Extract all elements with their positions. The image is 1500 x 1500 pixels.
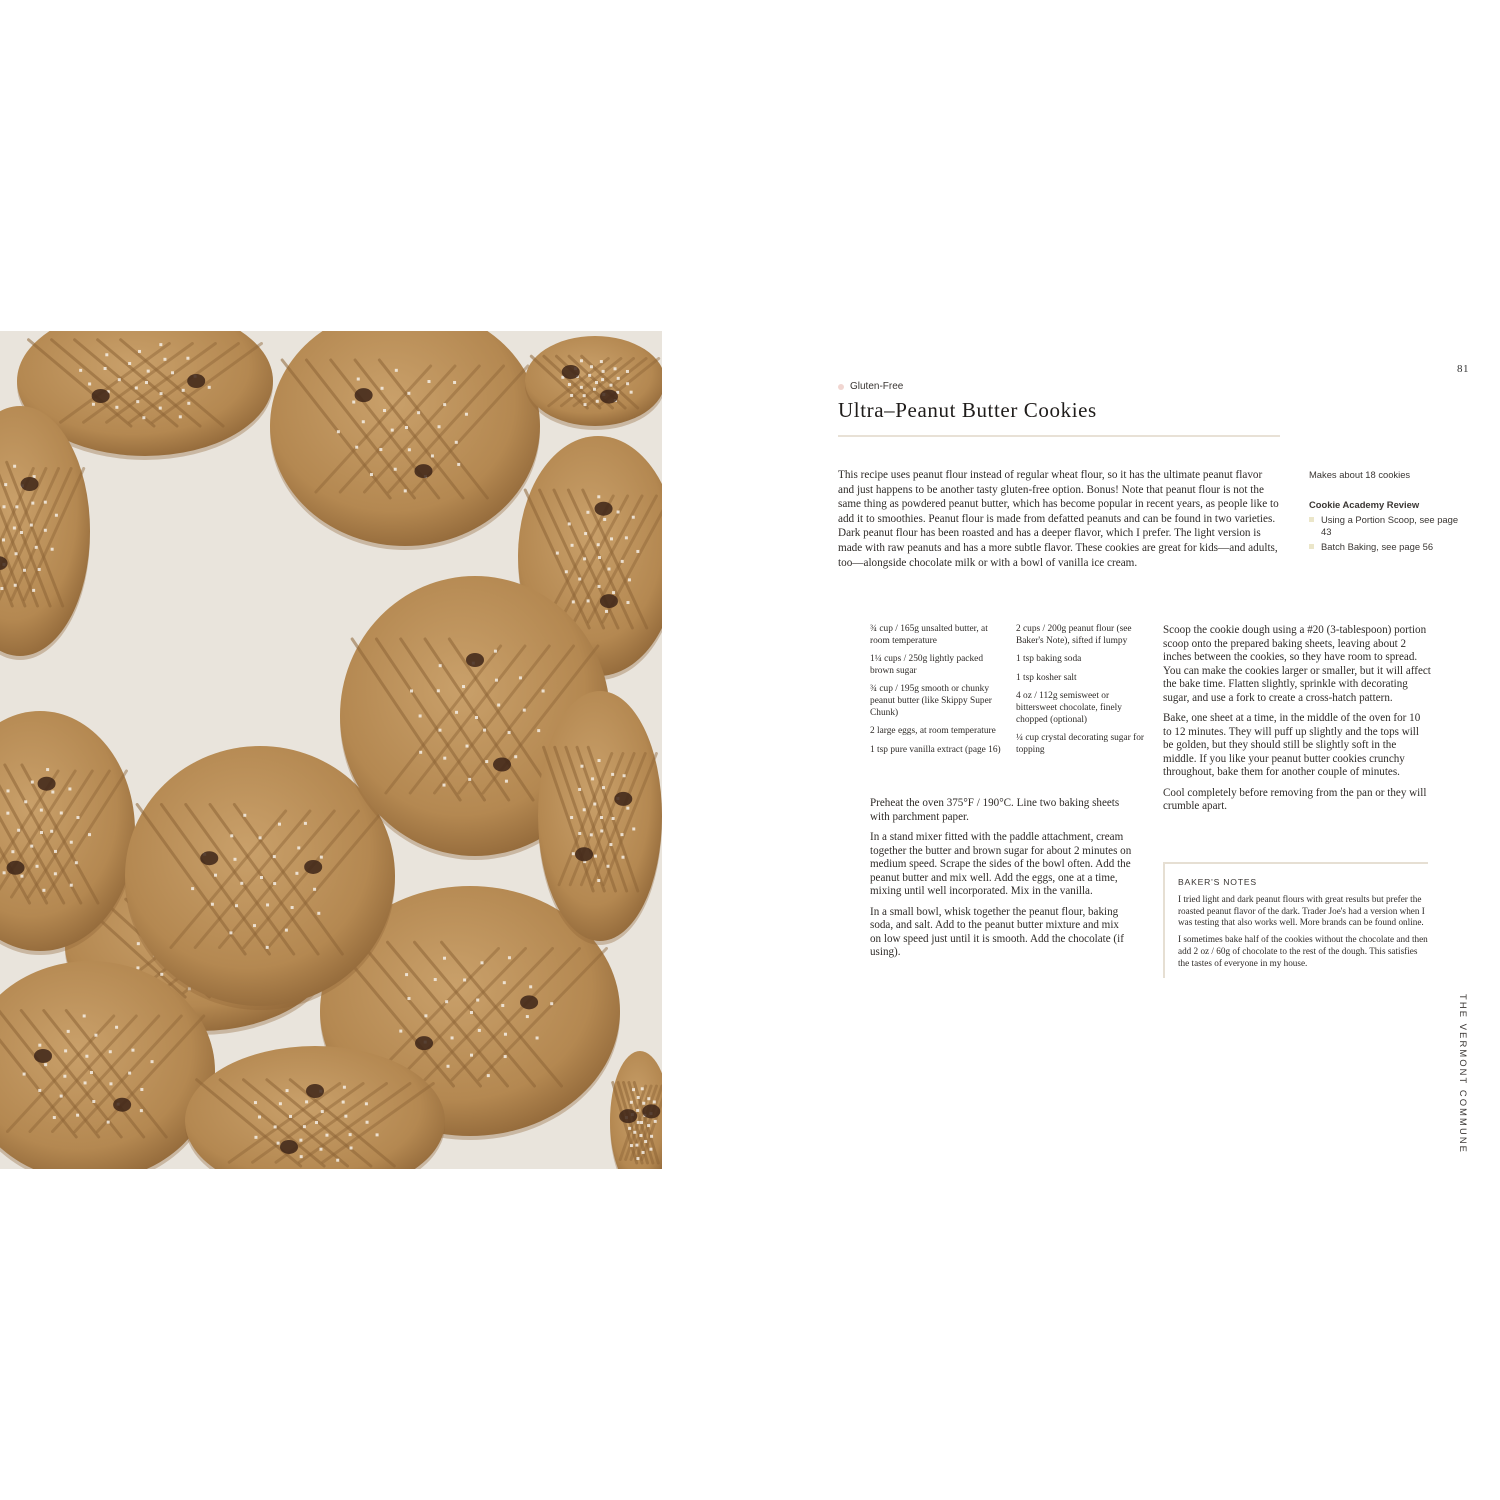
method-step: In a small bowl, whisk together the peanut flour, baking soda, and salt. Add to the peanut butter mixture and mix on low speed just until it is smooth. Add the chocolate (if using). [870, 905, 1124, 958]
recipe-title: Ultra–Peanut Butter Cookies [838, 398, 1097, 422]
ingredients-column-1 [870, 624, 1009, 763]
gluten-free-tag [838, 381, 903, 392]
ingredient: 1 tsp baking soda [1015, 654, 1082, 665]
method-step: Cool completely before removing from the pan or they will crumble apart. [1163, 786, 1427, 812]
method-column-left [870, 797, 1132, 967]
ingredient: 4 oz / 112g semisweet or bittersweet chocolate, finely chopped (optional) [1015, 691, 1122, 725]
method-step: Bake, one sheet at a time, in the middle of the oven for 10 to 12 minutes. They will puff up slightly and the tops will be golden, but they should still be slightly soft in the middle. If you like your peanut butter cookies crunchy throughout, bake them for another couple of minutes. [1163, 712, 1421, 778]
ingredient: ¼ cup crystal decorating sugar for topping [1015, 733, 1145, 755]
peanut-butter-cookies-image [0, 331, 662, 1169]
ingredients-column-2 [1016, 624, 1145, 763]
review-item [1309, 514, 1459, 538]
ingredient: 1 tsp pure vanilla extract (page 16) [870, 744, 1001, 755]
ingredient: 2 large eggs, at room temperature [870, 726, 996, 737]
recipe-sidebar [1309, 468, 1459, 556]
recipe-intro: This recipe uses peanut flour instead of regular wheat flour, so it has the ultimate peanut flavor and just happens to be another tasty gluten-free option. Bonus! Note that peanut flour is not the same thing as powdered peanut butter, which has become popular in recent years, as people like to add it to smoothies. Peanut flour is made from defatted peanuts and can be found in two varieties. Dark peanut flour has been roasted and has a deeper flavor, which I prefer. The light version is made with raw peanuts and has a more subtle flavor. These cookies are great for kids—and adults, too—alongside chocolate milk or with a bowl of vanilla ice cream. [838, 469, 1279, 569]
bakers-note: I sometimes bake half of the cookies without the chocolate and then add 2 oz / 60g of chocolate to the rest of the dough. This satisfies the tastes of everyone in my house. [1178, 934, 1428, 968]
review-heading: Cookie Academy Review [1309, 499, 1420, 510]
bullet-square-icon [1309, 517, 1314, 522]
review-item-text: Using a Portion Scoop, see page 43 [1321, 514, 1459, 537]
method-step: Scoop the cookie dough using a #20 (3-tablespoon) portion scoop onto the prepared baking sheets, leaving about 2 inches between the cookies, so they have room to spread. You can make the cookies larger or smaller, but it will affect the bake time. Flatten slightly, sprinkle with decorating sugar, and use a fork to create a cross-hatch pattern. [1163, 624, 1431, 704]
title-divider [838, 435, 1280, 437]
method-step: Preheat the oven 375°F / 190°C. Line two baking sheets with parchment paper. [870, 797, 1120, 823]
bullet-square-icon [1309, 544, 1314, 549]
bakers-note: I tried light and dark peanut flours with great results but prefer the roasted peanut flavor of the dark. Trader Joe's had a version when I was testing that also works well. More brands can be found online. [1178, 894, 1425, 928]
ingredient: 2 cups / 200g peanut flour (see Baker's Note), sifted if lumpy [1015, 624, 1132, 646]
cookie [538, 691, 662, 945]
ingredient: ¾ cup / 195g smooth or chunky peanut butter (like Skippy Super Chunk) [870, 684, 992, 718]
ingredient: 1 tsp kosher salt [1015, 672, 1077, 683]
review-item-text: Batch Baking, see page 56 [1321, 541, 1434, 552]
ingredients-list [870, 624, 1145, 763]
tag-label: Gluten-Free [850, 381, 904, 392]
ingredient: ¾ cup / 165g unsalted butter, at room temperature [870, 624, 988, 646]
cookie-photo [0, 331, 662, 1169]
page-number: 81 [1457, 363, 1469, 375]
method-column-right [1163, 624, 1431, 821]
cookie [525, 336, 662, 430]
review-item [1309, 541, 1459, 553]
cookie [125, 746, 395, 1010]
method-step: In a stand mixer fitted with the paddle attachment, cream together the butter and brown sugar for about 2 minutes on medium speed. Scrape the sides of the bowl often. Add the peanut butter and mix well. Add the eggs, one at a time, mixing until well incorporated. Mix in the vanilla. [870, 831, 1132, 897]
tag-dot-icon [838, 384, 844, 390]
running-head: THE VERMONT COMMUNE [1458, 994, 1469, 1155]
bakers-notes-heading: BAKER'S NOTES [1178, 877, 1257, 887]
bakers-notes-box [1163, 862, 1428, 978]
recipe-yield: Makes about 18 cookies [1309, 469, 1411, 480]
ingredient: 1¼ cups / 250g lightly packed brown sugar [870, 654, 984, 676]
